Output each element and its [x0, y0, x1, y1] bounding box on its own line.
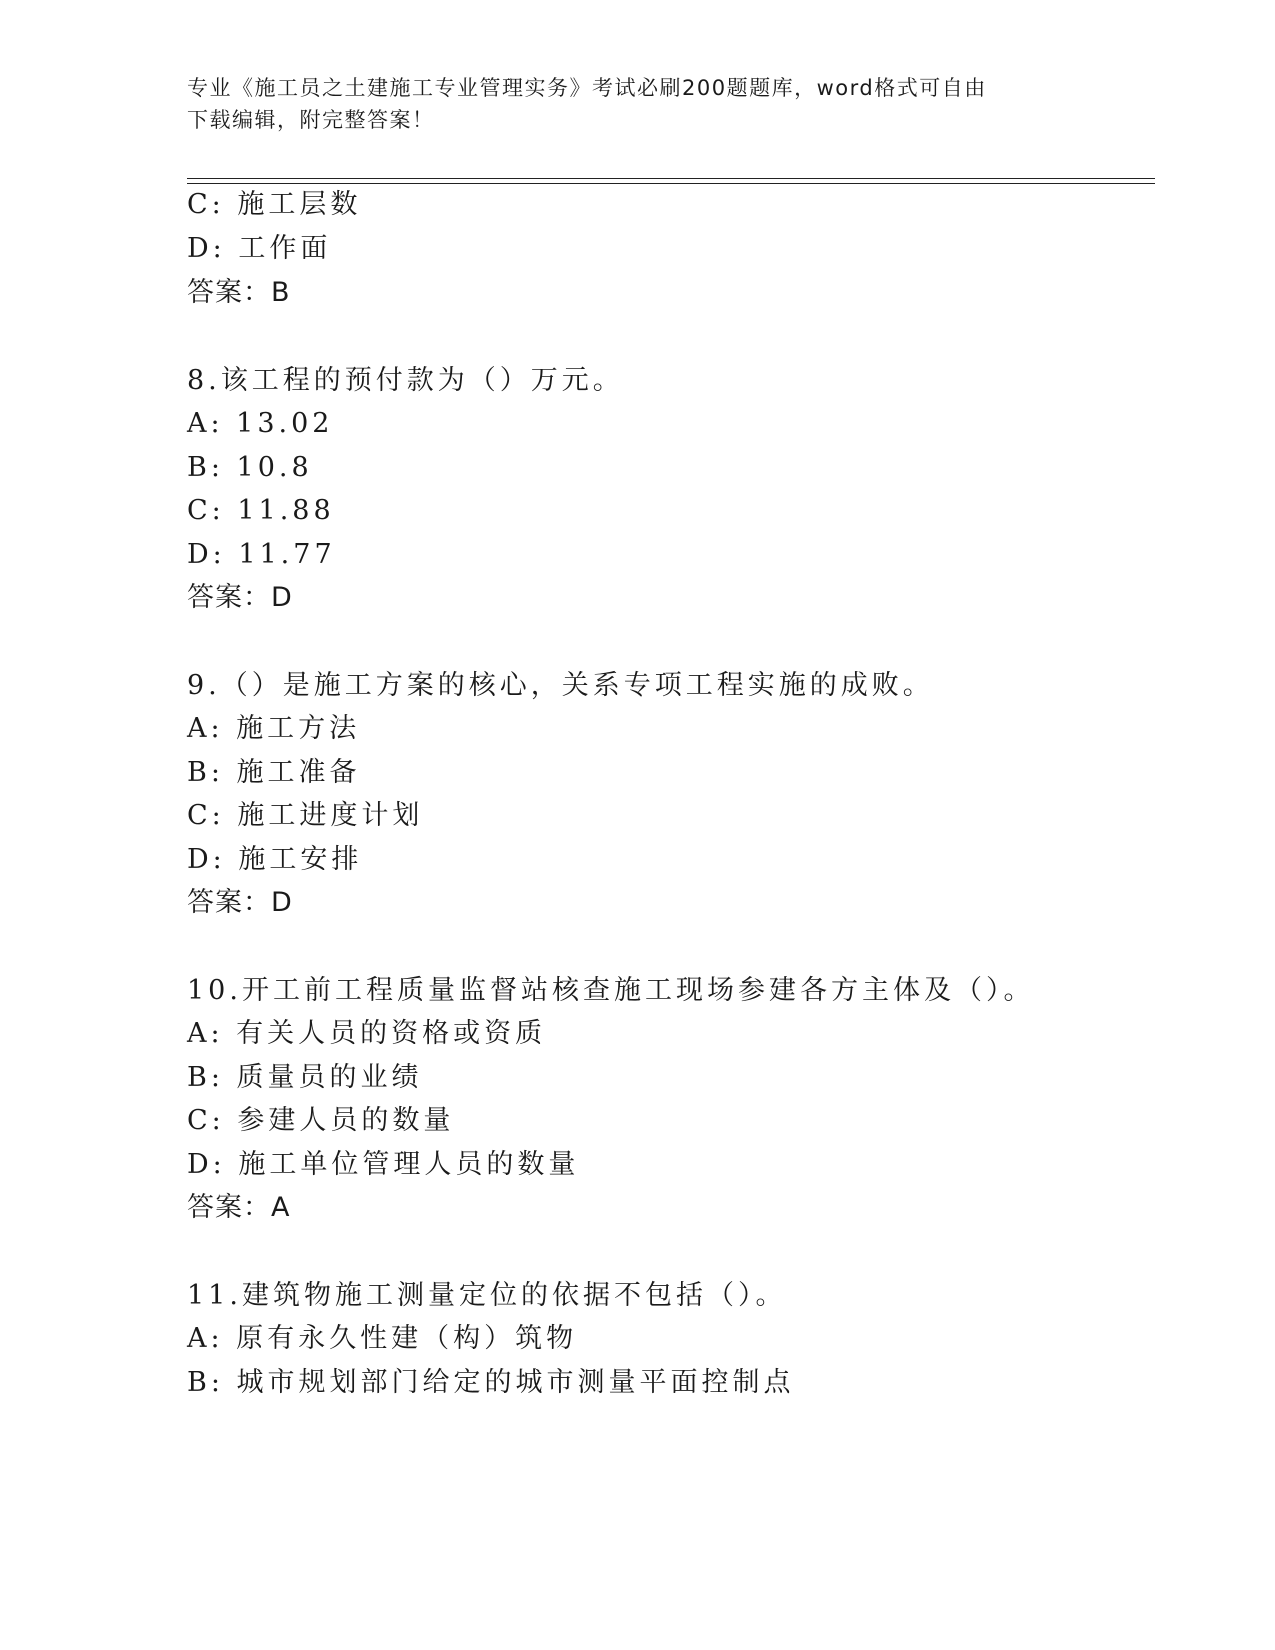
answer-line: 答案：B: [187, 277, 291, 308]
option-line: A: 施工方法: [187, 713, 361, 744]
question-line: 9.（）是施工方案的核心，关系专项工程实施的成败。: [187, 670, 934, 701]
document-header: [187, 72, 1087, 136]
option-line: C: 11.88: [187, 495, 335, 526]
option-line: C: 参建人员的数量: [187, 1105, 455, 1136]
question-line: 8.该工程的预付款为（）万元。: [187, 365, 624, 396]
header-divider-top: [187, 178, 1155, 179]
option-line: B: 城市规划部门给定的城市测量平面控制点: [187, 1367, 795, 1398]
answer-line: 答案：A: [187, 1192, 291, 1223]
answer-line: 答案：D: [187, 582, 293, 613]
option-line: C: 施工进度计划: [187, 800, 424, 831]
option-line: B: 施工准备: [187, 757, 361, 788]
option-line: B: 质量员的业绩: [187, 1062, 423, 1093]
option-line: A: 有关人员的资格或资质: [187, 1018, 547, 1049]
header-divider-bottom: [187, 183, 1155, 184]
option-line: D: 11.77: [187, 539, 336, 570]
header-title-line-2: 下载编辑，附完整答案！: [187, 108, 435, 132]
option-line: A: 13.02: [187, 408, 334, 439]
option-line: D: 施工单位管理人员的数量: [187, 1149, 580, 1180]
option-line: C: 施工层数: [187, 189, 362, 220]
option-line: B: 10.8: [187, 452, 313, 483]
header-title-line-1: 专业《施工员之土建施工专业管理实务》考试必刷200题题库，word格式可自由: [187, 76, 987, 100]
question-line: 11.建筑物施工测量定位的依据不包括（）。: [187, 1280, 787, 1311]
option-line: D: 工作面: [187, 233, 332, 264]
question-line: 10.开工前工程质量监督站核查施工现场参建各方主体及（）。: [187, 975, 1035, 1006]
answer-line: 答案：D: [187, 887, 293, 918]
option-line: D: 施工安排: [187, 844, 363, 875]
option-line: A: 原有永久性建（构）筑物: [187, 1323, 578, 1354]
